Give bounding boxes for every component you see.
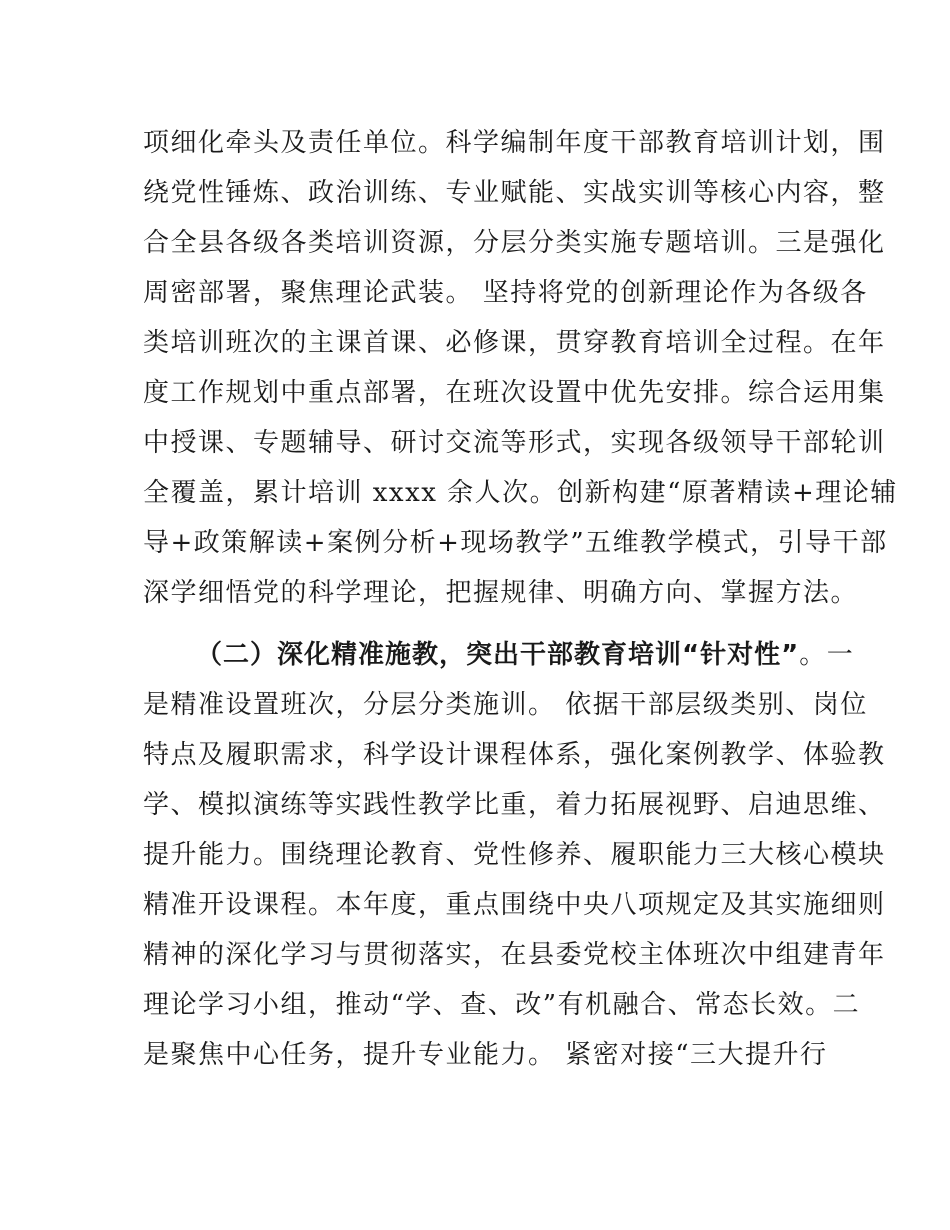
paragraph-line: 合全县各级各类培训资源，分层分类实施专题培训。三是强化 bbox=[143, 228, 886, 258]
paragraph-line: 度工作规划中重点部署，在班次设置中优先安排。综合运用集 bbox=[143, 378, 886, 408]
paragraph-line: 特点及履职需求，科学设计课程体系，强化案例教学、体验教 bbox=[143, 740, 886, 770]
paragraph-line: 绕党性锤炼、政治训练、专业赋能、实战实训等核心内容，整 bbox=[143, 178, 886, 208]
paragraph-line: 全覆盖，累计培训 xxxx 余人次。创新构建“原著精读+理论辅 bbox=[143, 478, 898, 508]
section-heading: （二）深化精准施教，突出干部教育培训“针对性” bbox=[196, 640, 800, 670]
paragraph-line: 是聚焦中心任务，提升专业能力。 紧密对接“三大提升行 bbox=[143, 1040, 828, 1070]
paragraph-line: 中授课、专题辅导、研讨交流等形式，实现各级领导干部轮训 bbox=[143, 428, 886, 458]
paragraph-line: 周密部署，聚焦理论武装。 坚持将党的创新理论作为各级各 bbox=[143, 278, 868, 308]
paragraph-line: 类培训班次的主课首课、必修课，贯穿教育培训全过程。在年 bbox=[143, 328, 886, 358]
paragraph-line: 学、模拟演练等实践性教学比重，着力拓展视野、启迪思维、 bbox=[143, 790, 886, 820]
paragraph-line: 精神的深化学习与贯彻落实，在县委党校主体班次中组建青年 bbox=[143, 940, 886, 970]
paragraph-line: 导+政策解读+案例分析+现场教学”五维教学模式，引导干部 bbox=[143, 528, 888, 558]
section-heading-tail: 。一 bbox=[799, 640, 855, 670]
paragraph-line: 提升能力。围绕理论教育、党性修养、履职能力三大核心模块 bbox=[143, 840, 886, 870]
paragraph-line: 理论学习小组，推动“学、查、改”有机融合、常态长效。二 bbox=[143, 990, 861, 1020]
paragraph-line: 是精准设置班次，分层分类施训。 依据干部层级类别、岗位 bbox=[143, 690, 868, 720]
paragraph-line: 精准开设课程。本年度，重点围绕中央八项规定及其实施细则 bbox=[143, 890, 886, 920]
paragraph-line: 深学细悟党的科学理论，把握规律、明确方向、掌握方法。 bbox=[143, 578, 859, 608]
section-heading-line bbox=[196, 638, 876, 672]
paragraph-line: 项细化牵头及责任单位。科学编制年度干部教育培训计划，围 bbox=[143, 128, 886, 158]
